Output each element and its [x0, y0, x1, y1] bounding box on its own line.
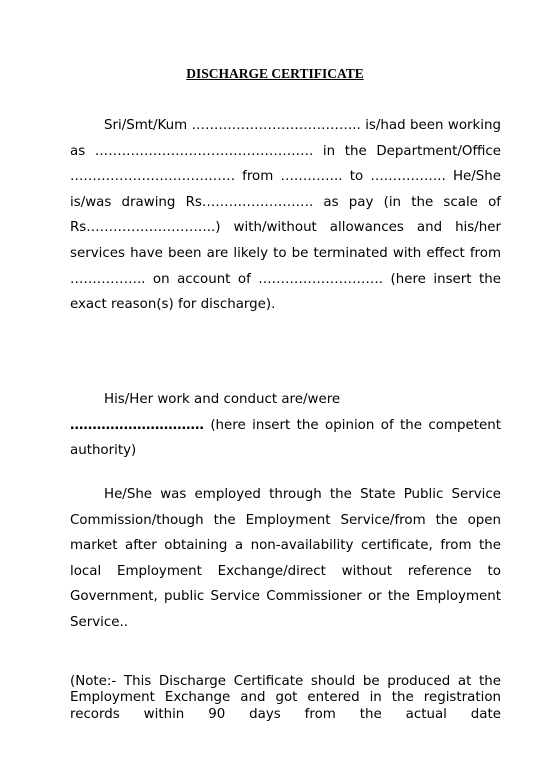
work-conduct-instruction: (here insert the opinion of the competent authority)	[70, 417, 501, 459]
paragraph-employment-source	[70, 482, 501, 636]
paragraph-employment-source-text: He/She was employed through the State Public Service Commission/though the Employment Service/from the open market after obtaining a non-availability certificate, from the local Employment Exchange/direct without reference to Government, public Service Commissioner or the Employment Service..	[70, 487, 501, 630]
note-text: (Note:- This Discharge Certificate should be produced at the Employment Exchange and got entered in the registration records within 90 days from the actual date	[70, 674, 501, 722]
paragraph-employment-details-text: Sri/Smt/Kum ……………………………….. is/had been working as …………………………………………. in the Department/Office ………………………………. from ………….. to …………….. He/She is/was drawing Rs……………………. as pay (in the scale of Rs………………………..) with/without allowances and his/her services have been are likely to be terminated with effect from …………….. on account of ………………………. (here insert the exact reason(s) for discharge).	[70, 118, 501, 313]
paragraph-work-conduct	[70, 387, 501, 464]
document-title: DISCHARGE CERTIFICATE	[186, 66, 364, 81]
work-conduct-label: His/Her work and conduct are/were	[104, 392, 341, 407]
paragraph-employment-details	[70, 113, 501, 318]
work-conduct-blank: …………………………	[70, 417, 204, 433]
